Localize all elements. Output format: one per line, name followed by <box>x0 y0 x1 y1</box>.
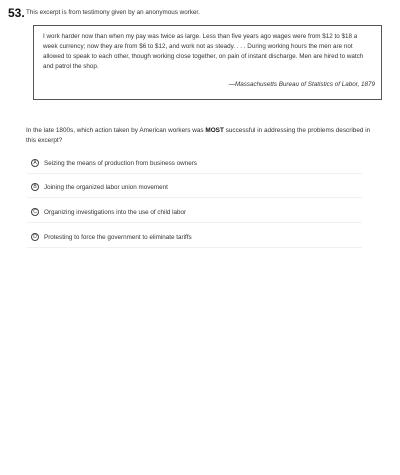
question-prompt <box>26 126 376 145</box>
prompt-emphasis: MOST <box>205 127 224 134</box>
choice-b-text: Joining the organized labor union movement <box>44 183 168 191</box>
radio-bubble-d[interactable]: D <box>31 233 39 241</box>
excerpt-source: —Massachusetts Bureau of Statistics of Labor, 1879 <box>228 81 375 88</box>
choice-c-text: Organizing investigations into the use of child labor <box>44 208 187 216</box>
choice-a[interactable] <box>27 153 362 174</box>
excerpt-box <box>33 25 382 100</box>
question-intro: This excerpt is from testimony given by an anonymous worker. <box>26 9 200 16</box>
prompt-text-end: successful in addressing the problems described in this excerpt? <box>26 127 371 144</box>
choice-d-text: Protesting to force the government to eliminate tariffs <box>44 233 192 241</box>
radio-bubble-b[interactable]: B <box>31 183 39 191</box>
radio-bubble-c[interactable]: C <box>31 208 39 216</box>
choice-a-text: Seizing the means of production from business owners <box>44 159 197 167</box>
choice-d[interactable] <box>27 227 362 248</box>
question-number: 53. <box>8 6 25 20</box>
radio-bubble-a[interactable]: A <box>31 159 39 167</box>
excerpt-text: I work harder now than when my pay was twice as large. Less than five years ago wages were from $12 to $18 a week currency; now they are from $6 to $12, and work not as steady. . . . During working hours the men are not allowed to speak to each other, though working close together, on pain of instant discharge. Men are hired to watch and patrol the shop. <box>43 33 364 70</box>
choice-c[interactable] <box>27 202 362 223</box>
choice-b[interactable] <box>27 177 362 198</box>
prompt-text-start: In the late 1800s, which action taken by American workers was <box>26 127 206 134</box>
